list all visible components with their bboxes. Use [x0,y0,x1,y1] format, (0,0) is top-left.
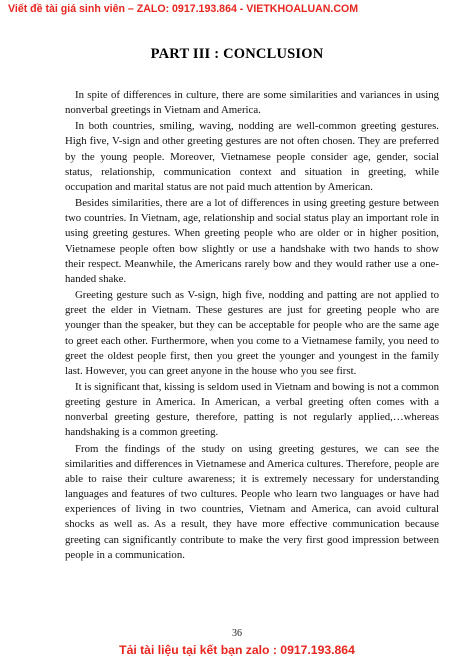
paragraph: From the findings of the study on using greeting gestures, we can see the similarities and differences in Vietnamese and America cultures. Therefore, people are able to raise their culture awareness; it is extremely necessary for understanding languages and features of two cultures. People who learn two languages or have had experiences of living in two countries, Vietnam and America, can avoid cultural shocks as well as. As a result, they have more effective communication because greeting can significantly contribute to make the very first good impression between people in a communication. [65,442,439,561]
page-number: 36 [232,628,242,639]
paragraph: In both countries, smiling, waving, nodding are well-common greeting gestures. High five, V-sign and other greeting gestures are not often chosen. They are preferred by the young people. Moreover, Vietnamese people consider age, gender, social status, relationship, communication context and situation in greeting, while occupation and marital status are not paid much attention by American. [65,120,439,193]
paragraph: In spite of differences in culture, there are some similarities and variances in using nonverbal greetings in Vietnam and America. [65,89,439,117]
top-banner: Viết đề tài giá sinh viên – ZALO: 0917.193.864 - VIETKHOALUAN.COM [8,3,359,15]
paragraph: Besides similarities, there are a lot of differences in using greeting gesture between two countries. In Vietnam, age, relationship and social status play an important role in using greeting gestures. When greeting people who are older or in higher position, Vietnamese people often bow slightly or use a handshake with two hands to show their respect. Meanwhile, the Americans rarely bow and they would rather use a one-handed shake. [65,197,439,285]
paragraph: It is significant that, kissing is seldom used in Vietnam and bowing is not a common greeting gesture in America. In American, a verbal greeting often comes with a nonverbal greeting gesture, therefore, patting is not regularly applied,…whereas handshaking is a common greeting. [65,380,439,439]
body-text [65,88,439,564]
bottom-banner: Tải tài liệu tại kết bạn zalo : 0917.193.864 [119,643,355,657]
paragraph: Greeting gesture such as V-sign, high five, nodding and patting are not applied to greet the elder in Vietnam. These gestures are just for greeting people who are younger than the speaker, but they can be acceptable for people who are the same age to greet each other. Furthermore, when you come to a Vietnamese family, you need to greet the oldest people first, then you greet the younger and youngest in the family last. However, you can greet anyone in the house who you see first. [65,289,439,377]
page-title: PART III : CONCLUSION [150,46,324,62]
